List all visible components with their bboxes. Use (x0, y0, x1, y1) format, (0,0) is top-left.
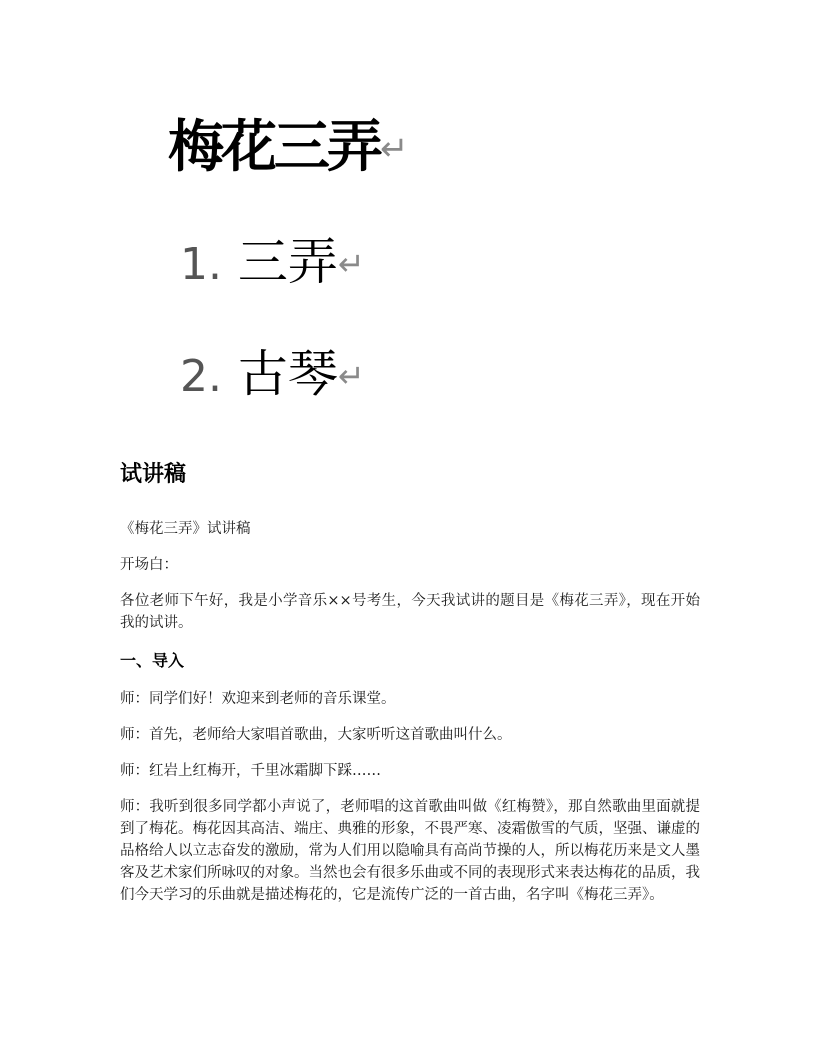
document-subtitle: 《梅花三弄》试讲稿 (120, 521, 251, 537)
item-number: 2. (180, 351, 222, 402)
item-text: 古琴 (237, 345, 338, 403)
section-title-intro: 一、导入 (120, 651, 185, 670)
paragraph: 师：同学们好！欢迎来到老师的音乐课堂。 (120, 691, 396, 707)
paragraph: 师：首先，老师给大家唱首歌曲，大家听听这首歌曲叫什么。 (120, 727, 512, 743)
item-number: 1. (180, 239, 222, 290)
opening-text: 各位老师下午好，我是小学音乐××号考生，今天我试讲的题目是《梅花三弄》，现在开始我的试讲。 (120, 593, 700, 631)
item-text: 三弄 (237, 233, 338, 291)
return-mark-icon: ↵ (337, 245, 365, 283)
header-title-text: 梅花三弄 (168, 115, 380, 180)
header-item-1 (180, 232, 365, 295)
return-mark-icon: ↵ (380, 129, 409, 169)
header-item-2 (180, 344, 365, 407)
document-body (120, 458, 700, 920)
paragraph: 师：我听到很多同学都小声说了，老师唱的这首歌曲叫做《红梅赞》，那自然歌曲里面就提到了梅花。梅花因其高洁、端庄、典雅的形象，不畏严寒、凌霜傲雪的气质，坚强、谦虚的品格给人以立志奋发的激励，常为人们用以隐喻具有高尚节操的人，所以梅花历来是文人墨客及艺术家们所咏叹的对象。当然也会有很多乐曲或不同的表现形式来表达梅花的品质，我们今天学习的乐曲就是描述梅花的，它是流传广泛的一首古曲，名字叫《梅花三弄》。 (120, 799, 700, 903)
paragraph: 师：红岩上红梅开，千里冰霜脚下踩…… (120, 763, 381, 779)
document-heading: 试讲稿 (120, 462, 187, 487)
return-mark-icon: ↵ (337, 357, 365, 395)
header-title (168, 112, 409, 185)
opening-label: 开场白： (120, 557, 178, 573)
